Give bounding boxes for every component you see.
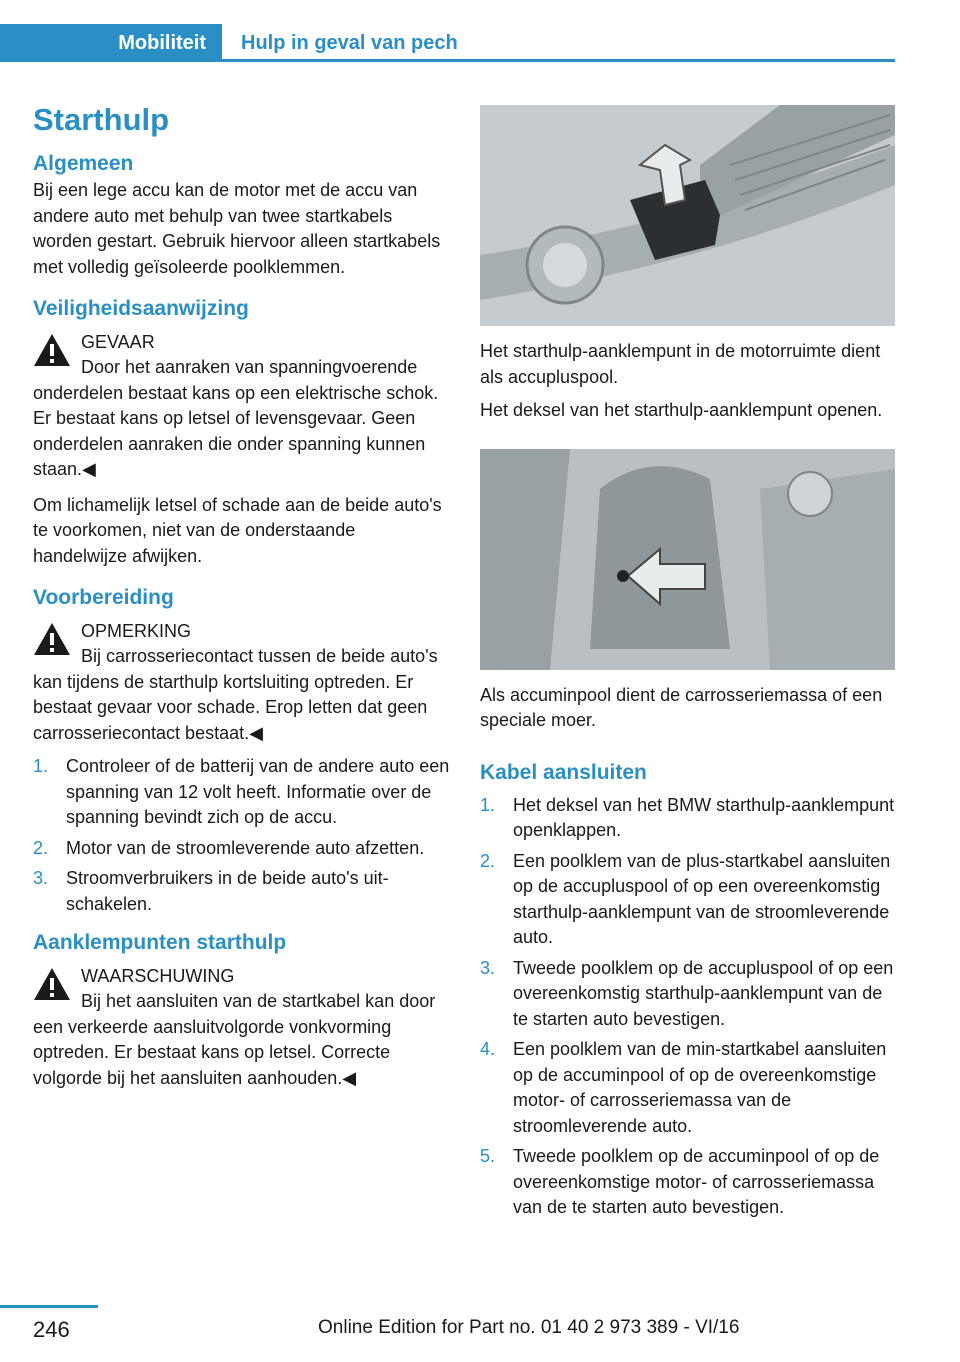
engine-bay-illustration — [480, 105, 895, 326]
safety-text: Om lichamelijk letsel of schade aan de beide auto's te voorkomen, niet van de onderstaande handelwijze afwijken. — [33, 494, 442, 566]
step-number: 4. — [480, 1039, 496, 1059]
step-number: 3. — [480, 957, 496, 978]
caption-open-cover: Het deksel van het starthulp-aanklempunt openen. — [480, 400, 883, 420]
right-column — [480, 105, 895, 1221]
caution-text: Bij het aansluiten van de startkabel kan door een verkeerde aansluitvolgorde vonkvorming optreden. Er bestaat kans op letsel. Correcte volgorde bij het aansluiten aanhouden.◀ — [33, 991, 436, 1088]
list-item — [480, 956, 895, 1033]
connect-heading: Kabel aansluiten — [480, 760, 647, 784]
chapter-tab[interactable]: Hulp in geval van pech — [241, 32, 458, 54]
preparation-heading: Voorbereiding — [33, 586, 174, 609]
list-item — [480, 793, 895, 844]
left-column — [33, 100, 451, 1091]
step-text: Motor van de stroomleverende auto afzetten. — [66, 837, 425, 858]
step-number: 5. — [480, 1146, 496, 1166]
engine-bay-illustration — [480, 449, 895, 670]
step-number: 2. — [33, 837, 49, 858]
page-number: 246 — [33, 1317, 70, 1342]
engine-bay-photo-minus — [480, 449, 895, 670]
warning-triangle-icon — [33, 967, 71, 1001]
warning-triangle-icon — [33, 622, 71, 656]
step-text: Controleer of de batterij van de andere auto een spanning van 12 volt heeft. Informatie over de spanning bevindt zich op de accu. — [66, 756, 450, 827]
danger-label: GEVAAR — [81, 332, 155, 352]
step-text: Tweede poolklem op de accuminpool of op de overeenkomstige motor- of carrosseriemassa van de te starten auto bevestigen. — [513, 1146, 880, 1217]
page-title: Starthulp — [33, 102, 170, 137]
engine-bay-photo-plus — [480, 105, 895, 326]
section-tab[interactable] — [0, 24, 222, 62]
step-text: Een poolklem van de plus-startkabel aansluiten op de accupluspool of op een overeenkomstig starthulp-aanklempunt van de stroomleverende auto. — [513, 850, 891, 947]
notice-text: Bij carrosseriecontact tussen de beide auto's kan tijdens de starthulp kortsluiting optreden. Er bestaat gevaar voor schade. Erop letten dat geen carrosseriecontact bestaat.◀ — [33, 646, 438, 743]
caution-label: WAARSCHUWING — [81, 966, 235, 986]
general-heading: Algemeen — [33, 152, 134, 175]
step-number: 1. — [33, 756, 49, 776]
step-text: Het deksel van het BMW starthulp-aanklempunt openklappen. — [513, 794, 895, 840]
step-number: 3. — [33, 868, 49, 888]
list-item — [33, 754, 451, 831]
step-text: Stroomverbruikers in de beide auto's uitschakelen. — [66, 868, 389, 914]
step-number: 2. — [480, 850, 496, 871]
edition-note: Online Edition for Part no. 01 40 2 973 389 - VI/16 — [318, 1317, 740, 1338]
notice-label: OPMERKING — [81, 621, 192, 641]
safety-heading: Veiligheidsaanwijzing — [33, 297, 249, 320]
caption-plus-point: Het starthulp-aanklempunt in de motorruimte dient als accupluspool. — [480, 341, 881, 387]
points-heading: Aanklempunten starthulp — [33, 931, 287, 954]
caution-warning — [33, 963, 451, 989]
general-text: Bij een lege accu kan de motor met de accu van andere auto met behulp van twee startkabels worden gestart. Gebruik hiervoor alleen startkabels met volledig geïsoleerde poolklemmen. — [33, 180, 441, 277]
danger-text: Door het aanraken van spanningvoerende onderdelen bestaat kans op een elektrische schok. Er bestaat kans op letsel of levensgevaar. Geen onderdelen aanraken die onder spanning kunnen staan.◀ — [33, 357, 439, 479]
list-item — [33, 836, 451, 862]
connect-steps — [480, 793, 895, 1221]
step-number: 1. — [480, 794, 496, 815]
step-text: Een poolklem van de min-startkabel aansluiten op de accuminpool of op de overeenkomstige motor- of carrosseriemassa van de stroomleverende auto. — [513, 1039, 887, 1136]
warning-triangle-icon — [33, 333, 71, 367]
list-item — [480, 849, 895, 951]
section-tab-label: Mobiliteit — [118, 31, 206, 54]
footer-rule — [0, 1305, 98, 1308]
header-tabbar — [0, 24, 895, 62]
header-rule — [222, 59, 895, 62]
danger-warning — [33, 329, 451, 355]
step-text: Tweede poolklem op de accupluspool of op een overeenkomstig starthulp-aanklempunt van de te starten auto bevestigen. — [513, 957, 894, 1029]
notice-warning — [33, 618, 451, 644]
list-item — [33, 866, 451, 917]
caption-minus-point: Als accuminpool dient de carrosseriemassa of een speciale moer. — [480, 684, 883, 730]
list-item — [480, 1144, 895, 1221]
list-item — [480, 1037, 895, 1139]
preparation-steps — [33, 754, 451, 917]
